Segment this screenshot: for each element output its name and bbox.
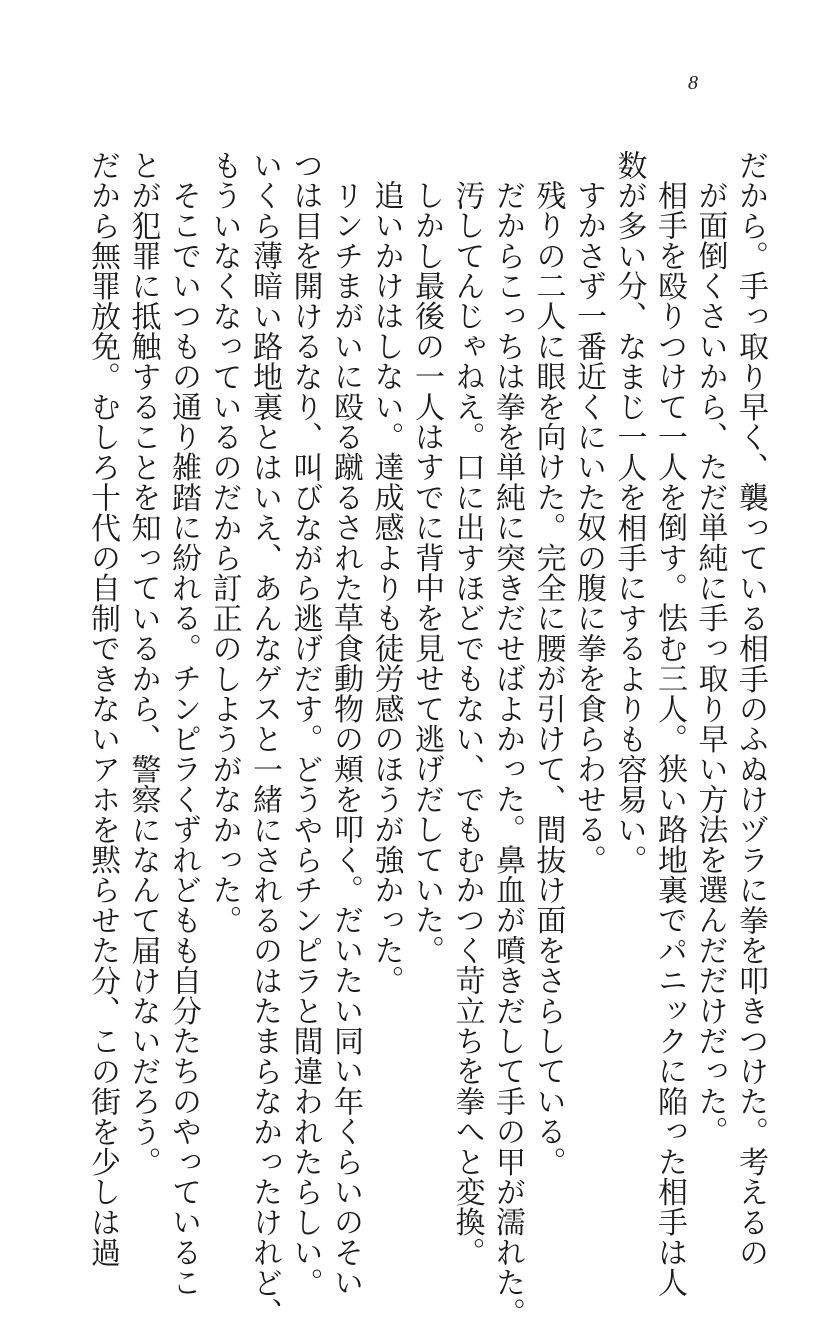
page-number: 8 [688,72,698,94]
text-line: だからこっちは拳を単純に突きだせばよかった。鼻血が噴きだして手の甲が濡れた。 [490,180,525,1328]
text-line: が面倒くさいから、ただ単純に手っ取り早い方法を選んだだけだった。 [692,180,728,1147]
text-line: だから。手っ取り早く、襲っている相手のふぬけヅラに拳を叩きつけた。考えるの [733,150,768,1268]
text-line: 残りの二人に眼を向けた。完全に腰が引けて、間抜け面をさらしている。 [530,180,566,1177]
text-line: そこでいつもの通り雑踏に紛れる。チンピラくずれどもも自分たちのやっているこ [166,180,201,1298]
text-line: 汚してんじゃねえ。口に出すほどでもない、でもむかつく苛立ちを拳へと変換。 [449,180,485,1268]
text-line: しかし最後の一人はすでに背中を見せて逃げだしていた。 [409,180,444,966]
text-line: つは目を開けるなり、叫びながら逃げだす。どうやらチンピラと間違われたらしい。 [287,150,323,1298]
text-line: リンチまがいに殴る蹴るされた草食動物の頬を叩く。だいたい同い年くらいのそい [328,180,363,1298]
text-line: 相手を殴りつけて一人を倒す。怯む三人。狭い路地裏でパニックに陥った相手は人 [652,180,687,1298]
text-line: すかさず一番近くにいた奴の腹に拳を食らわせる。 [571,180,606,875]
text-line: とが犯罪に抵触することを知っているから、警察になんて届けないだろう。 [125,150,161,1177]
text-line: 追いかけはしない。達成感よりも徒労感のほうが強かった。 [368,180,404,996]
text-line: 数が多い分、なまじ一人を相手にするよりも容易い。 [611,150,647,875]
text-line: だから無罪放免。むしろ十代の自制できないアホを黙らせた分、この街を少しは過 [85,150,120,1268]
text-line: いくら薄暗い路地裏とはいえ、あんなゲスと一緒にされるのはたまらなかったけれど、 [247,150,282,1328]
text-line: もういなくなっているのだから訂正のしようがなかった。 [206,150,242,936]
vertical-text-body [85,150,770,1328]
